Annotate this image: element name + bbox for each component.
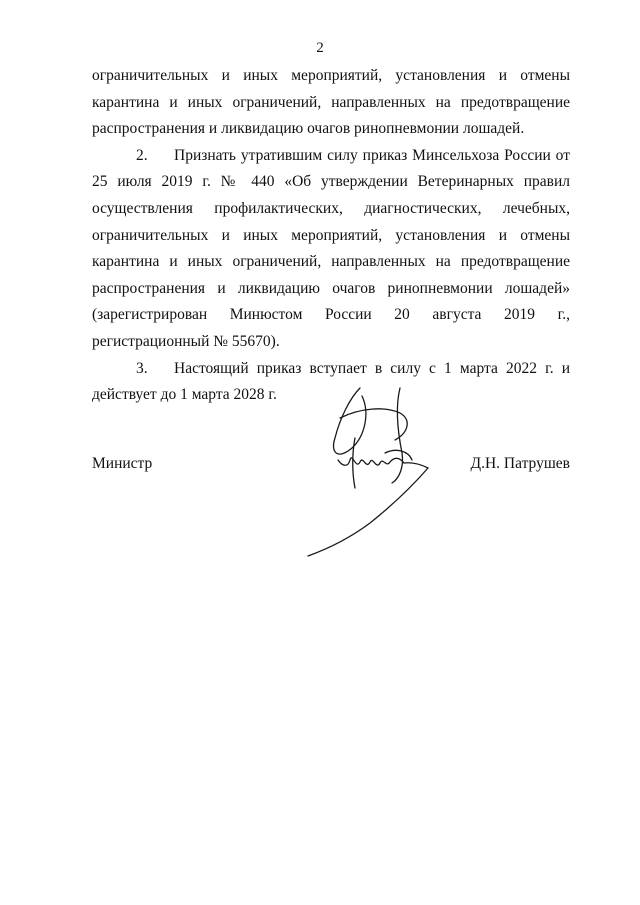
paragraph-item-2: [92, 143, 570, 356]
signature-block: [92, 455, 570, 485]
paragraph-continuation: ограничительных и иных мероприятий, установления и отмены карантина и иных ограничений, направленных на предотвращение распространения и ликвидацию очагов ринопневмонии лошадей.: [92, 67, 570, 138]
signatory-name: Д.Н. Патрушев: [470, 455, 570, 472]
document-body: [92, 63, 570, 409]
item-3-text: Настоящий приказ вступает в силу с 1 марта 2022 г. и действует до 1 марта 2028 г.: [92, 359, 570, 404]
signatory-title: Министр: [92, 455, 153, 472]
item-3-number: 3.: [136, 359, 148, 377]
page-number: 2: [316, 40, 324, 56]
item-2-text: Признать утратившим силу приказ Минсельхоза России от 25 июля 2019 г. № 440 «Об утверждении Ветеринарных правил осуществления профилактических, диагностических, лечебных, ограничительных и иных мероприятий, установления и отмены карантина и иных ограничений, направленных на предотвращение распространения и ликвидацию очагов ринопневмонии лошадей» (зарегистрирован Минюстом России 20 августа 2019 г., регистрационный № 55670).: [92, 146, 570, 350]
item-2-number: 2.: [136, 146, 148, 164]
